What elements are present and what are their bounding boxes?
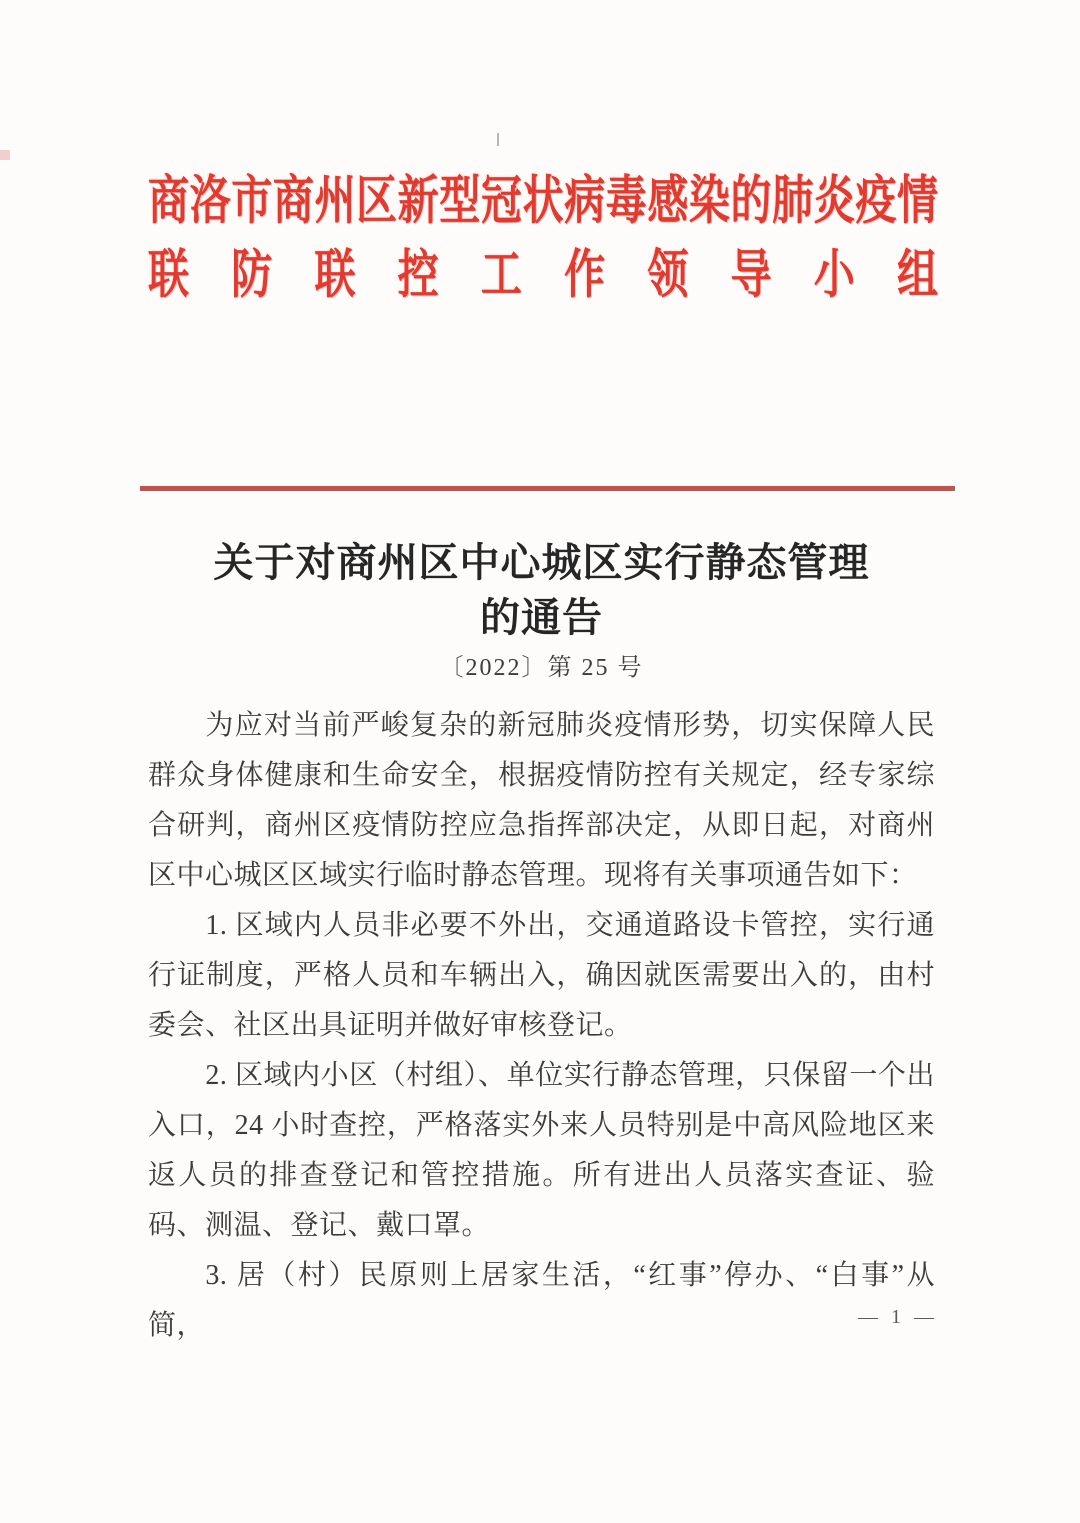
red-divider-line [140,486,955,491]
red-letterhead [148,170,938,304]
document-title-line-1: 关于对商州区中心城区实行静态管理 [213,540,870,585]
body-paragraph-intro: 为应对当前严峻复杂的新冠肺炎疫情形势，切实保障人民群众身体健康和生命安全，根据疫情防控有关规定，经专家综合研判，商州区疫情防控应急指挥部决定，从即日起，对商州区中心城区区域实行临时静态管理。现将有关事项通告如下： [148,710,935,891]
scan-artifact-edge [0,150,10,160]
letterhead-line-1: 商 洛 市 商 州 区 新 型 冠 状 病 毒 感 染 的 肺 炎 疫 情 [148,170,938,230]
letterhead-line-2: 联 防 联 控 工 作 领 导 小 组 [148,244,938,304]
document-body [148,701,935,1351]
document-title [148,535,935,645]
page-number: — 1 — [858,1306,938,1328]
document-title-line-2: 的通告 [480,595,603,640]
body-paragraph-item-3: 3. 居（村）民原则上居家生活，“红事”停办、“白事”从简， [148,1260,935,1341]
scan-artifact-tick [497,133,499,146]
body-paragraph-item-1: 1. 区域内人员非必要不外出，交通道路设卡管控，实行通行证制度，严格人员和车辆出入，确因就医需要出入的，由村委会、社区出具证明并做好审核登记。 [148,910,935,1041]
body-paragraph-item-2: 2. 区域内小区（村组）、单位实行静态管理，只保留一个出入口，24 小时查控，严格落实外来人员特别是中高风险地区来返人员的排查登记和管控措施。所有进出人员落实查证、验码、测温、登记、戴口罩。 [148,1060,935,1241]
document-number: 〔2022〕第 25 号 [439,655,644,681]
